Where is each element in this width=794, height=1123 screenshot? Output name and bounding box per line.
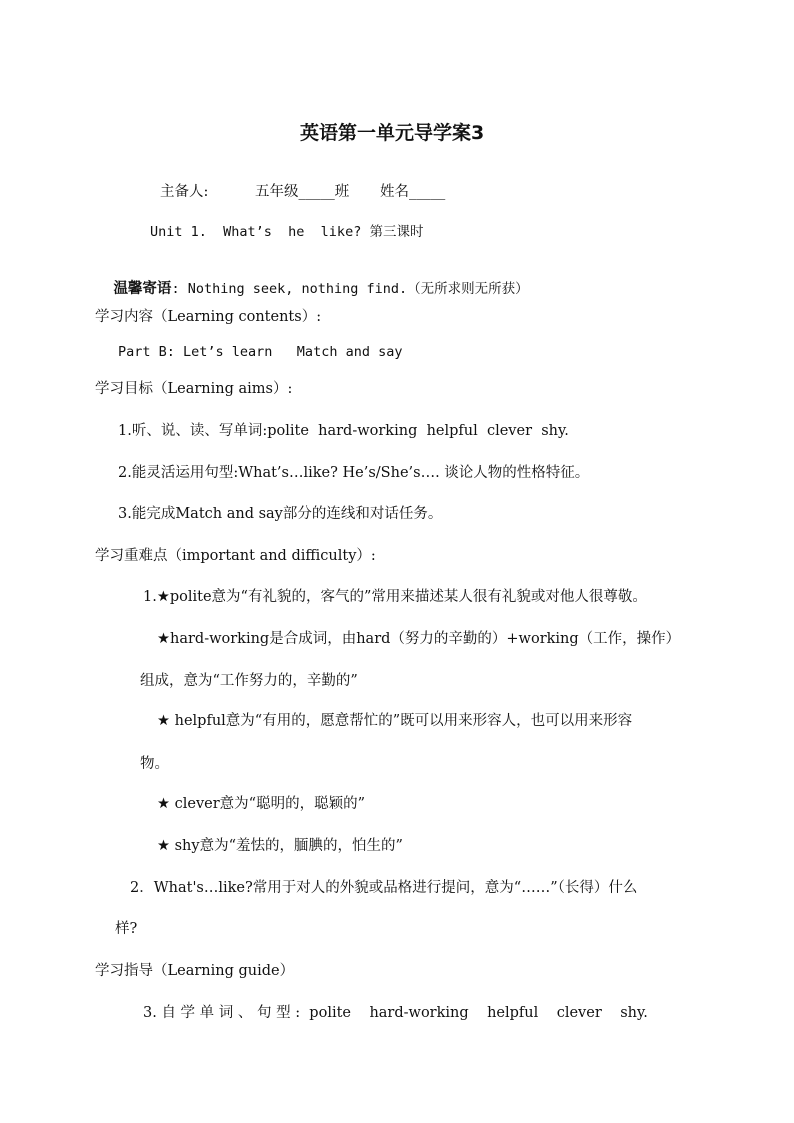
aims-heading: 学习目标（Learning aims）: — [95, 381, 293, 397]
motto-text: : Nothing seek, nothing find.（无所求则无所获） — [171, 280, 529, 297]
motto-label: 温馨寄语 — [113, 280, 172, 297]
point-item: 组成，意为“工作努力的，辛勤的” — [140, 673, 358, 689]
point-item: ★ helpful意为“有用的，愿意帮忙的”既可以用来形容人，也可以用来形容 — [157, 713, 633, 729]
name-field: 姓名_____ — [380, 184, 446, 200]
point-item: 样? — [115, 921, 138, 937]
point-item: 物。 — [140, 756, 169, 772]
aim-item: 1.听、说、读、写单词:polite hard-working helpful clever shy. — [118, 423, 569, 439]
point-item: 2．What's…like?常用于对人的外貌或品格进行提问，意为“……”（长得）什么 — [130, 880, 638, 896]
unit-line: Unit 1. What’s he like? 第三课时 — [150, 224, 424, 240]
point-item: ★hard-working是合成词，由hard（努力的辛勤的）+working（工作，操作） — [157, 631, 681, 647]
point-item: ★ clever意为“聪明的，聪颖的” — [157, 796, 365, 812]
content-heading: 学习内容（Learning contents）: — [95, 309, 322, 325]
guide-heading: 学习指导（Learning guide） — [95, 963, 295, 979]
point-item: 1.★polite意为“有礼貌的，客气的”常用来描述某人很有礼貌或对他人很尊敬。 — [143, 589, 647, 605]
class-field: 五年级_____班 — [255, 184, 350, 200]
motto-line — [95, 267, 529, 311]
point-item: ★ shy意为“羞怯的，腼腆的，怕生的” — [157, 838, 403, 854]
aim-item: 2.能灵活运用句型:What’s…like? He’s/She’s…. 谈论人物的性格特征。 — [118, 465, 590, 481]
guide-line: 3. 自 学 单 词 、 句 型 : polite hard-working helpful clever shy. — [143, 1005, 648, 1021]
content-text: Part B: Let’s learn Match and say — [118, 344, 403, 360]
preparer-label: 主备人: — [160, 184, 209, 200]
difficulty-heading: 学习重难点（important and difficulty）: — [95, 548, 376, 564]
document-title: 英语第一单元导学案3 — [300, 122, 485, 144]
aim-item: 3.能完成Match and say部分的连线和对话任务。 — [118, 506, 443, 522]
